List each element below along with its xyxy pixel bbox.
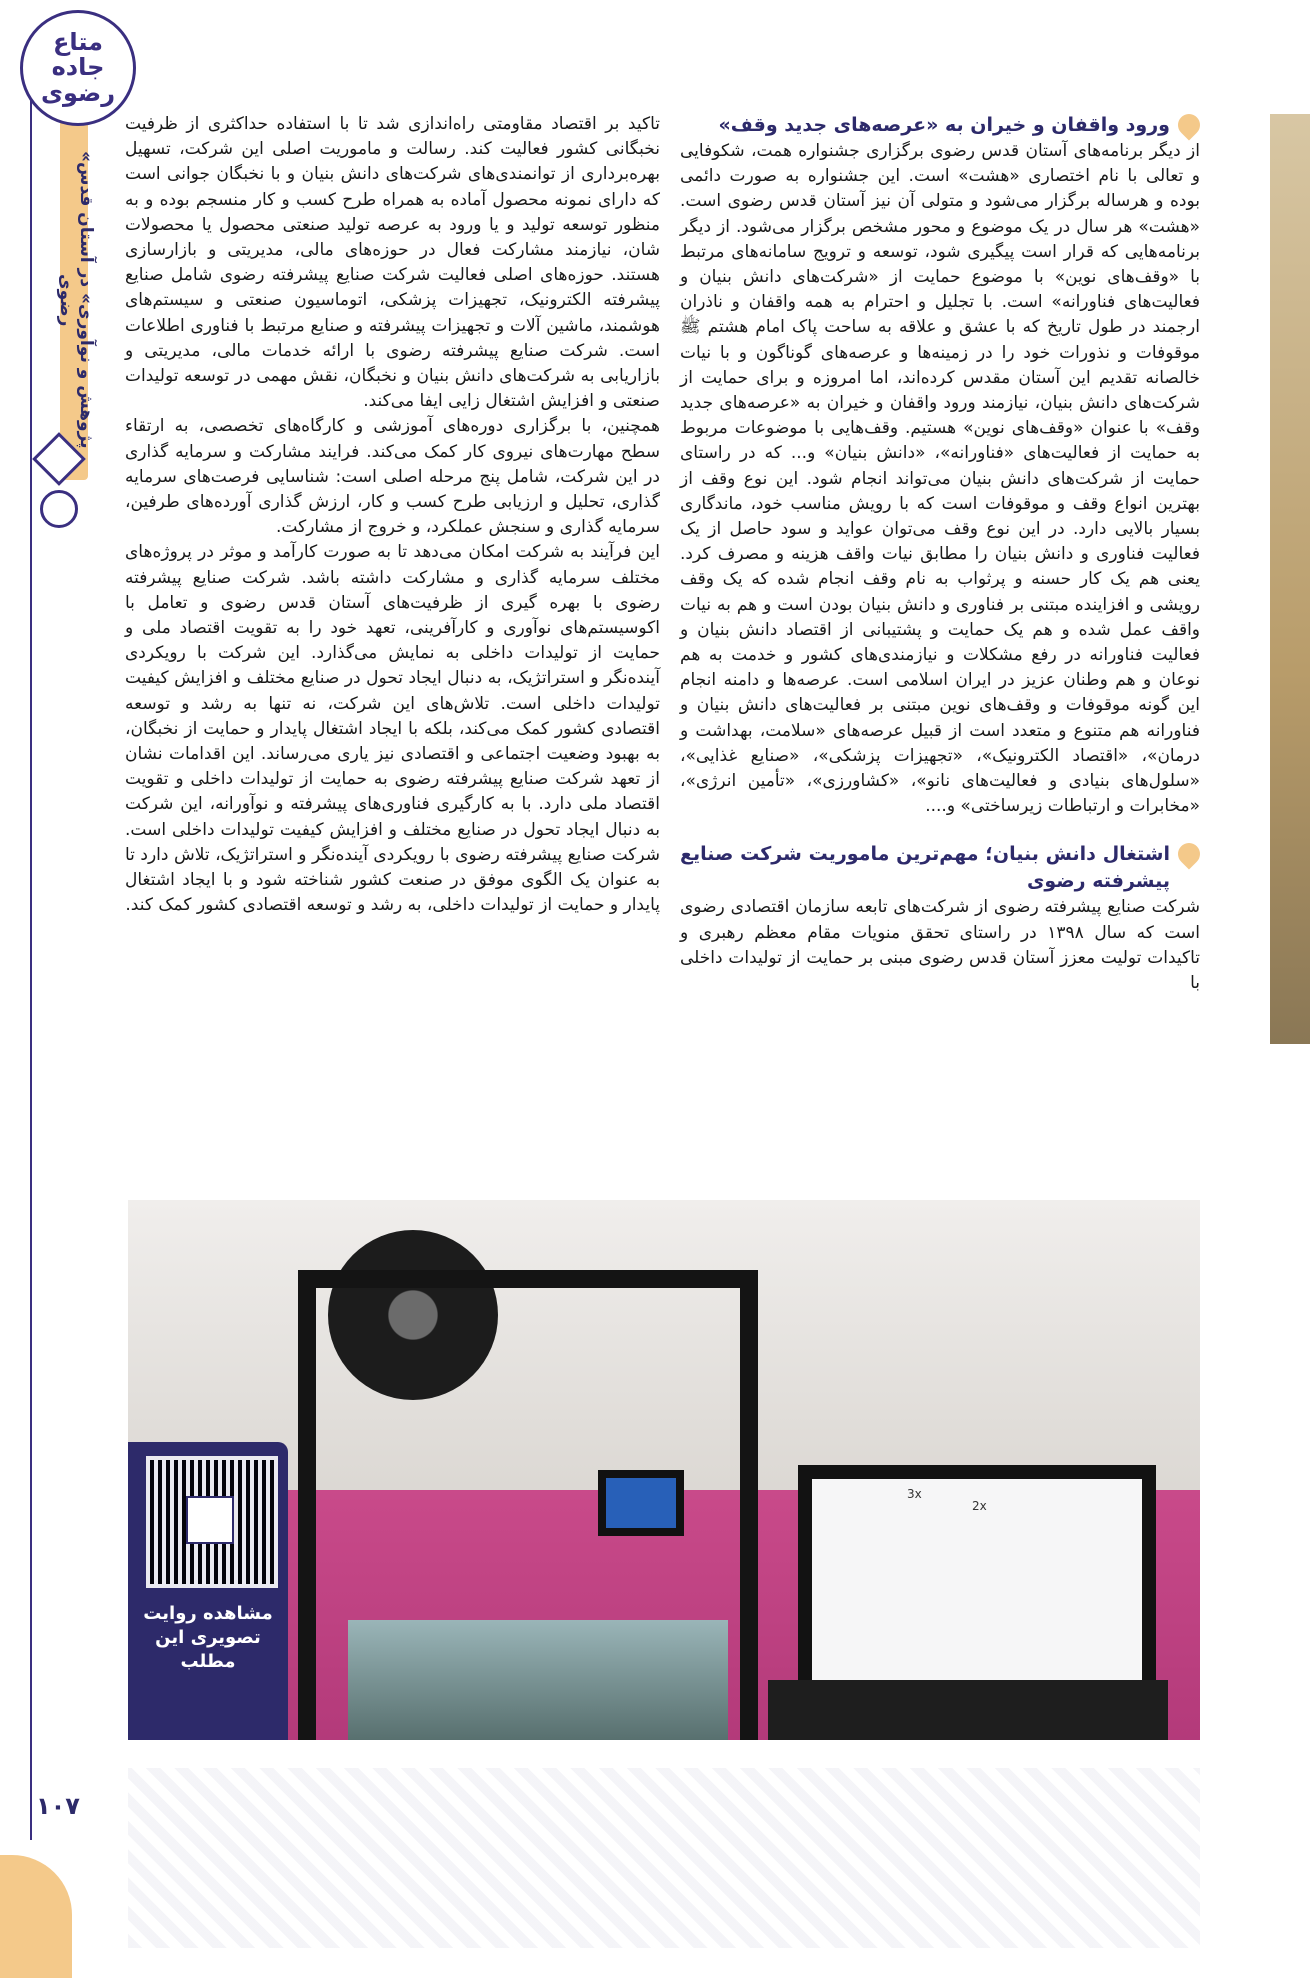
heading-new-endowments <box>680 112 1200 139</box>
laptop-label: 2x <box>972 1499 987 1513</box>
printer-bed <box>348 1620 728 1740</box>
heading-bullet-icon <box>1173 839 1204 870</box>
flower-ornament-icon <box>40 490 78 528</box>
heading-text: ورود واقفان و خیران به «عرصه‌های جدید وقف» <box>718 114 1170 136</box>
laptop-label: 3x <box>907 1487 922 1501</box>
section-side-label: «پژوهش و نوآوری» در آستان قدس رضوی <box>56 151 96 449</box>
heading-bullet-icon <box>1173 109 1204 140</box>
qr-panel[interactable] <box>128 1442 288 1740</box>
qr-caption: مشاهده روایت تصویری این مطلب <box>143 1603 273 1672</box>
left-column <box>125 112 660 919</box>
edge-photo <box>1270 114 1310 1044</box>
margin-rule <box>30 60 32 1840</box>
heading-text: اشتغال دانش بنیان؛ مهم‌ترین ماموریت شرکت صنایع پیشرفته رضوی <box>680 843 1170 893</box>
printer-photo <box>128 1200 1200 1740</box>
paragraph: تاکید بر اقتصاد مقاومتی راه‌اندازی شد تا با استفاده حداکثری از ظرفیت نخبگانی کشور فعالیت کند. رسالت و ماموریت اصلی این شرکت، تسهیل بهره‌برداری از توانمندی‌های شرکت‌های دانش بنیان و با نخبگان جوانی است که دارای نمونه محصول آماده به همراه طرح کسب و کار منسجم بوده و به منظور توسعه تولید و یا ورود به عرصه تولید صنعتی محصول یا محصولات شان، نیازمند مشارکت فعال در حوزه‌های مالی، مدیریتی و بازارسازی هستند. حوزه‌های اصلی فعالیت شرکت صنایع پیشرفته رضوی شامل صنایع پیشرفته الکترونیک، تجهیزات پزشکی، اتوماسیون صنعتی و سیستم‌های هوشمند، ماشین آلات و تجهیزات پیشرفته و صنایع مرتبط با فناوری اطلاعات است. شرکت صنایع پیشرفته رضوی با ارائه خدمات مالی، مدیریتی و بازاریابی به شرکت‌های دانش بنیان و نخبگان، نقش مهمی در توسعه تولیدات صنعتی و افزایش اشتغال زایی ایفا می‌کند. <box>125 114 660 412</box>
paragraph: از دیگر برنامه‌های آستان قدس رضوی برگزاری جشنواره همت، شکوفایی و تعالی با نام اختصاری «هشت» است. این جشنواره به صورت دائمی بوده و هرساله برگزار می‌شود و متولی آن نیز آستان قدس رضوی است. «هشت» هر سال در یک موضوع و محور مشخص برگزار می‌شود. از دیگر برنامه‌هایی که قرار است پیگیری شود، توسعه و ترویج سامانه‌های مرتبط با «وقف‌های نوین» با موضوع حمایت از «شرکت‌های دانش بنیان و فعالیت‌های فناورانه» است. با تجلیل و احترام به همه واقفان و ناذران ارجمند در طول تاریخ که با عشق و علاقه به ساحت پاک امام هشتم ﷺ موقوفات و نذورات خود را در زمینه‌ها و عرصه‌های گوناگون و با نیات خالصانه تقدیم این آستان مقدس کرده‌اند، اما امروزه و برای حمایت از شرکت‌های دانش بنیان، نیازمند ورود واقفان و خیران به «عرصه‌های جدید وقف» با عنوان «وقف‌های نوین» هستیم. وقف‌هایی با موضوعات مربوط به حمایت از فعالیت‌های «فناورانه»، «دانش بنیان» و... که در راستای حمایت از شرکت‌های دانش بنیان می‌تواند انجام شود. این نوع وقف از بهترین انواع وقف و موقوفات است که با رویش مناسب خود، ماندگاری بسیار بالایی دارد. در این نوع وقف می‌توان عواید و سود حاصل از یک فعالیت فناوری و دانش بنیان را مطابق نیات واقف هزینه و مصرف کرد. یعنی هم یک کار حسنه و پرثواب به نام وقف انجام شده که یک وقف رویشی و افزاینده مبتنی بر فناوری و دانش بنیان بودن است و هم به نیات واقف عمل شده و هم یک حمایت و پشتیبانی از اقتصاد دانش بنیان و فعالیت فناورانه در رفع مشکلات و نیازمندی‌های کشور و خدمت به هم نوعان و هم وطنان عزیز در ایران اسلامی است. عرصه‌ها و دامنه انجام این گونه موقوفات و وقف‌های نوین مبتنی بر فعالیت‌های دانش بنیان و فناورانه هم متنوع و متعدد است از قبیل عرصه‌های «سلامت، بهداشت و درمان»، «اقتصاد الکترونیک»، «تجهیزات پزشکی»، «صنایع غذایی»، «سلول‌های بنیادی و فعالیت‌های نانو»، «کشاورزی»، «تأمین انرژی»، «مخابرات و ارتباطات زیرساختی» و.... <box>680 141 1200 817</box>
printer-lcd <box>598 1470 684 1536</box>
qr-logo-icon <box>186 1496 234 1544</box>
decorative-pattern <box>128 1768 1200 1948</box>
laptop-screen <box>798 1465 1156 1703</box>
magazine-logo: متاع جاده رضوی <box>20 10 136 126</box>
heading-knowledge-employment <box>680 841 1200 895</box>
paragraph: شرکت صنایع پیشرفته رضوی از شرکت‌های تابعه سازمان اقتصادی رضوی است که سال ۱۳۹۸ در راستای تحقق منویات مقام معظم رهبری و تاکیدات تولیت معزز آستان قدس رضوی مبنی بر حمایت از تولیدات داخلی با <box>680 897 1200 994</box>
laptop-keyboard <box>768 1680 1168 1740</box>
corner-tab <box>0 1855 72 1978</box>
paragraph: همچنین، با برگزاری دوره‌های آموزشی و کارگاه‌های تخصصی، به ارتقاء سطح مهارت‌های نیروی کار کمک می‌کند. فرایند مشارکت و سرمایه گذاری در این شرکت، شامل پنج مرحله اصلی است: شناسایی فرصت‌های سرمایه گذاری، تحلیل و ارزیابی طرح کسب و کار، ارزش گذاری آورده‌های طرفین، سرمایه گذاری و سنجش عملکرد، و خروج از مشارکت. <box>125 416 660 538</box>
paragraph: این فرآیند به شرکت امکان می‌دهد تا به صورت کارآمد و موثر در پروژه‌های مختلف سرمایه گذاری و مشارکت داشته باشد. شرکت صنایع پیشرفته رضوی با بهره گیری از ظرفیت‌های آستان قدس رضوی و تعامل با اکوسیستم‌های نوآوری و کارآفرینی، تعهد خود را به تقویت اقتصاد ملی و حمایت از تولیدات داخلی به نمایش می‌گذارد. این شرکت با رویکردی آینده‌نگر و استراتژیک، به دنبال ایجاد تحول در صنایع مختلف و افزایش کیفیت تولیدات داخلی است. تلاش‌های این شرکت، نه تنها به رشد و توسعه اقتصادی کشور کمک می‌کند، بلکه با ایجاد اشتغال پایدار و حمایت از نخبگان، به بهبود وضعیت اجتماعی و اقتصادی نیز یاری می‌رساند. این اقدامات نشان از تعهد شرکت صنایع پیشرفته رضوی به حمایت از تولیدات داخلی و تقویت اقتصاد ملی دارد. با به کارگیری فناوری‌های پیشرفته و نوآورانه، این شرکت به دنبال ایجاد تحول در صنایع مختلف و افزایش کیفیت تولیدات داخلی است. شرکت صنایع پیشرفته رضوی با رویکردی آینده‌نگر و استراتژیک، تلاش دارد تا به عنوان یک الگوی موفق در صنعت کشور شناخته شود و با ایجاد اشتغال پایدار و حمایت از تولیدات داخلی، به رشد و توسعه اقتصادی کشور کمک کند. <box>125 542 660 916</box>
right-column <box>680 112 1200 996</box>
page-number: ۱۰۷ <box>36 1792 80 1820</box>
